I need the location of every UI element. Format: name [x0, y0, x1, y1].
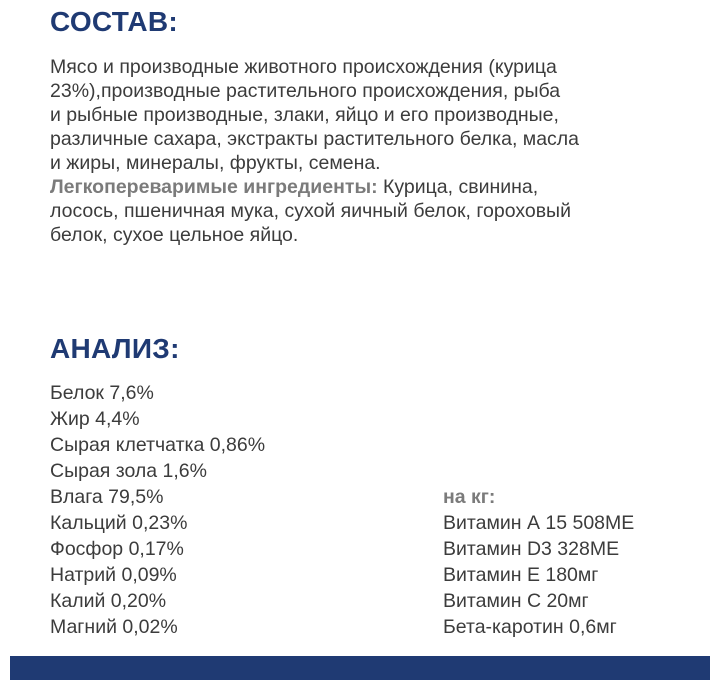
analysis-item: Калий 0,20% — [50, 590, 167, 612]
digestible-first: Курица, свинина, — [377, 176, 539, 198]
digestible-line: лосось, пшеничная мука, сухой яичный белок, гороховый — [50, 200, 571, 222]
composition-heading: СОСТАВ: — [50, 6, 179, 37]
analysis-item: Сырая зола 1,6% — [50, 460, 207, 482]
composition-text — [50, 55, 710, 247]
analysis-item: Влага 79,5% — [50, 486, 164, 508]
digestible-label: Легкопереваримые ингредиенты: — [50, 176, 378, 198]
vitamin-item: Витамин А 15 508МЕ — [443, 512, 635, 534]
per-kg-block — [443, 484, 634, 640]
analysis-item: Натрий 0,09% — [50, 564, 177, 586]
analysis-list — [50, 380, 265, 640]
composition-line: Мясо и производные животного происхождения (курица — [50, 56, 557, 78]
vitamin-item: Витамин Е 180мг — [443, 564, 599, 586]
composition-line: различные сахара, экстракты растительного белка, масла — [50, 128, 580, 150]
analysis-item: Фосфор 0,17% — [50, 538, 184, 560]
vitamin-item: Витамин С 20мг — [443, 590, 589, 612]
analysis-item: Сырая клетчатка 0,86% — [50, 434, 266, 456]
analysis-heading: АНАЛИЗ: — [50, 333, 180, 364]
bottom-bar — [10, 656, 710, 680]
analysis-item: Жир 4,4% — [50, 408, 140, 430]
digestible-line: белок, сухое цельное яйцо. — [50, 224, 299, 246]
composition-line: и рыбные производные, злаки, яйцо и его производные, — [50, 104, 559, 126]
composition-line: и жиры, минералы, фрукты, семена. — [50, 152, 381, 174]
analysis-item: Магний 0,02% — [50, 616, 178, 638]
vitamin-item: Витамин D3 328МЕ — [443, 538, 620, 560]
analysis-item: Белок 7,6% — [50, 382, 154, 404]
per-kg-list — [443, 510, 634, 640]
per-kg-title: на кг: — [443, 486, 496, 508]
analysis-item: Кальций 0,23% — [50, 512, 188, 534]
composition-line: 23%),производные растительного происхождения, рыба — [50, 80, 561, 102]
vitamin-item: Бета-каротин 0,6мг — [443, 616, 617, 638]
digestible-line — [50, 175, 710, 199]
